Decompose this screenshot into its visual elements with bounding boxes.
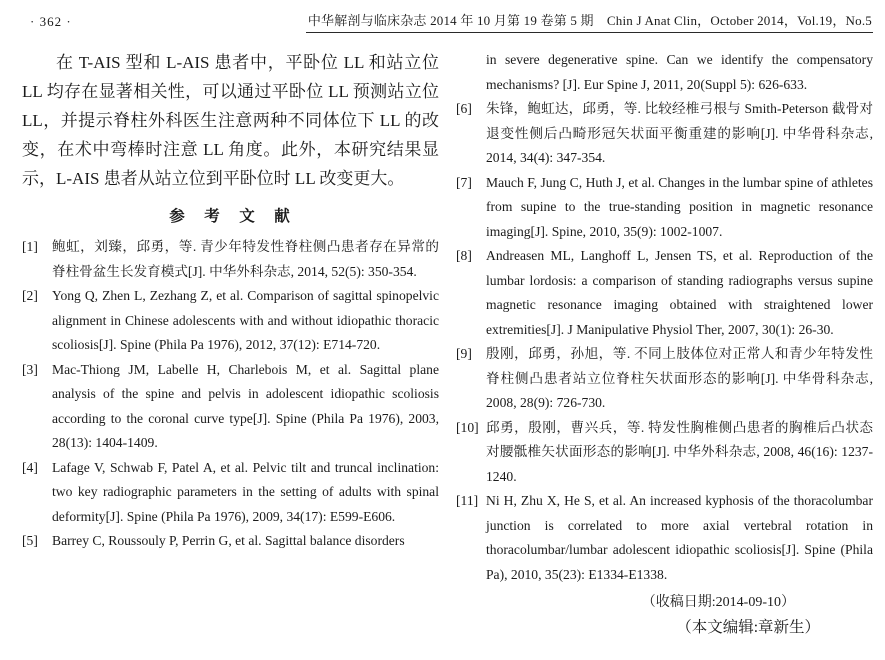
references-heading: 参 考 文 献 — [169, 208, 292, 225]
reference-item — [456, 489, 873, 587]
reference-text: Barrey C, Roussouly P, Perrin G, et al. Sagittal balance disorders — [52, 533, 405, 548]
reference-text: Mauch F, Jung C, Huth J, et al. Changes in the lumbar spine of athletes from supine to the true-standing position in magnetic resonance imaging[J]. Spine, 2010, 35(9): 1002-1007. — [486, 174, 873, 239]
reference-text: Andreasen ML, Langhoff L, Jensen TS, et al. Reproduction of the lumbar lordosis: a comparison of standing radiographs versus supine magnetic resonance imaging obtained with straightened lower extremities[J]. J Manipulative Physiol Ther, 2007, 30(1): 26-30. — [486, 248, 873, 337]
received-date: （收稿日期:2014-09-10） — [641, 595, 795, 610]
reference-item — [22, 529, 439, 554]
reference-number: [10] — [456, 419, 479, 435]
reference-number: [3] — [22, 361, 38, 377]
page-number: · 362 · — [30, 14, 72, 29]
reference-number: [4] — [22, 459, 38, 475]
reference-number: [2] — [22, 288, 38, 303]
reference-text: Lafage V, Schwab F, Patel A, et al. Pelvic tilt and truncal inclination: two key radiographic parameters in the setting of adults with spinal deformity[J]. Spine (Phila Pa 1976), 2009, 34(17): E599-E606. — [52, 459, 439, 524]
editor-note: （本文编辑:章新生） — [676, 619, 820, 636]
closing-paragraph: 在 T-AIS 型和 L-AIS 患者中，平卧位 LL 和站立位 LL 均存在显著相关性，可以通过平卧位 LL 预测站立位 LL，并提示脊柱外科医生注意两种不同体位下 LL 的改变，在术中弯棒时注意 LL 角度。此外，本研究结果显示，L-AIS 患者从站立位到平卧位时 LL 改变更大。 — [22, 53, 439, 188]
reference-number: [5] — [22, 533, 38, 548]
reference-text: 鲍虹，刘臻，邱勇，等. 青少年特发性脊柱侧凸患者存在异常的脊柱骨盆生长发育模式[J]. 中华外科杂志, 2014, 52(5): 350-354. — [52, 239, 439, 279]
reference-5-continuation: in severe degenerative spine. Can we identify the compensatory mechanisms? [J]. Eur Spine J, 2011, 20(Suppl 5): 626-633. — [486, 52, 873, 92]
reference-text: 殷刚，邱勇，孙旭，等. 不同上肢体位对正常人和青少年特发性脊柱侧凸患者站立位脊柱矢状面形态的影响[J]. 中华骨科杂志, 2008, 28(9): 726-730. — [486, 346, 873, 410]
two-column-content — [22, 48, 873, 641]
reference-text: Mac-Thiong JM, Labelle H, Charlebois M, et al. Sagittal plane analysis of the spine and pelvis in adolescent idiopathic scoliosis according to the coronal curve type[J]. Spine (Phila Pa 1976), 2003, 28(13): 1404-1409. — [52, 361, 439, 450]
reference-item — [22, 358, 439, 456]
article-meta — [456, 590, 873, 641]
reference-item — [22, 284, 439, 358]
reference-item — [456, 171, 873, 245]
left-column — [22, 48, 439, 641]
reference-number: [8] — [456, 248, 472, 263]
reference-number: [6] — [456, 101, 472, 116]
reference-item — [456, 416, 873, 490]
reference-item — [22, 235, 439, 284]
reference-item — [456, 342, 873, 416]
reference-number: [1] — [22, 239, 38, 254]
reference-number: [7] — [456, 174, 472, 190]
reference-text: 邱勇，殷刚，曹兴兵，等. 特发性胸椎侧凸患者的胸椎后凸状态对腰骶椎矢状面形态的影响[J]. 中华外科杂志, 2008, 46(16): 1237-1240. — [486, 419, 873, 484]
reference-item — [456, 97, 873, 171]
reference-text: 朱锋，鲍虹达，邱勇，等. 比较经椎弓根与 Smith-Peterson 截骨对退变性侧后凸畸形冠矢状面平衡重建的影响[J]. 中华骨科杂志, 2014, 34(4): 347-354. — [486, 101, 873, 165]
reference-item — [456, 244, 873, 342]
journal-header-line: 中华解剖与临床杂志 2014 年 10 月第 19 卷第 5 期 Chin J Anat Clin，October 2014，Vol.19，No.5 — [306, 10, 873, 33]
reference-number: [9] — [456, 346, 472, 361]
reference-text: Ni H, Zhu X, He S, et al. An increased kyphosis of the thoracolumbar junction is correlated to more axial vertebral rotation in thoracolumbar/lumbar adolescent idiopathic scoliosis[J]. Spine (Phila Pa), 2010, 35(23): E1334-E1338. — [486, 493, 873, 582]
page-header — [22, 6, 873, 33]
right-column — [456, 48, 873, 641]
reference-text: Yong Q, Zhen L, Zezhang Z, et al. Comparison of sagittal spinopelvic alignment in Chinese adolescents with and without idiopathic thoracic scoliosis[J]. Spine (Phila Pa 1976), 2012, 37(12): E714-720. — [52, 288, 439, 352]
reference-number: [11] — [456, 493, 479, 508]
reference-item — [22, 456, 439, 530]
